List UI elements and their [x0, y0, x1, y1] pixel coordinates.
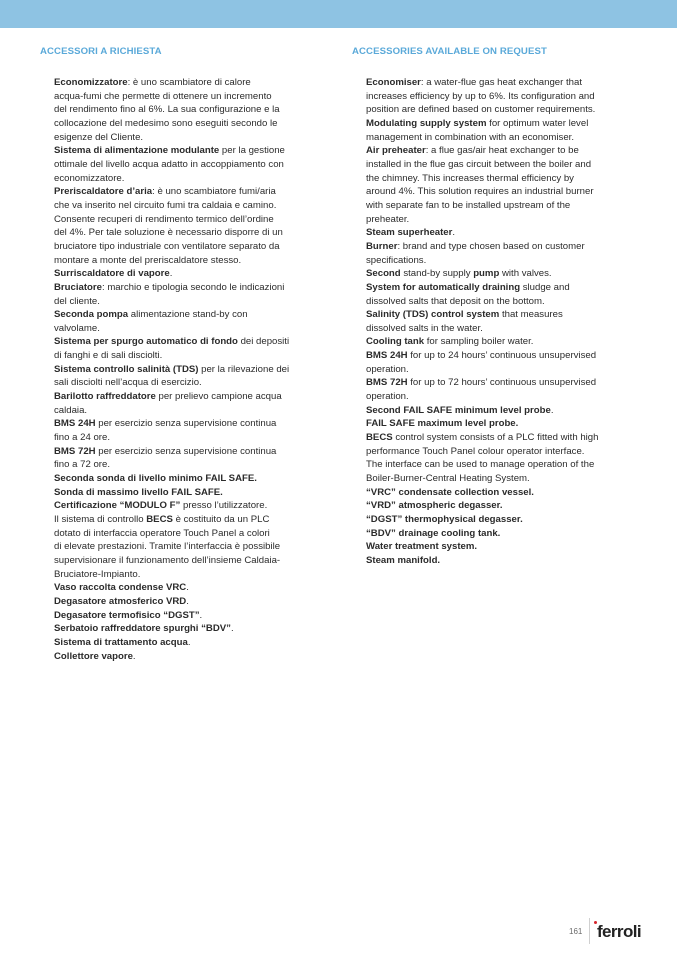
item-text: fino a 24 ore. — [54, 432, 111, 444]
item-text: control system consists of a PLC fitted with high — [392, 432, 599, 444]
item-text: : è uno scambiatore fumi/aria — [152, 186, 276, 198]
item-text: economizzatore. — [54, 172, 125, 184]
list-item — [40, 267, 326, 281]
list-item — [352, 554, 640, 568]
item-keyword: BMS 72H — [366, 377, 408, 389]
list-item — [40, 308, 326, 335]
list-item — [40, 185, 326, 267]
item-keyword: Vaso raccolta condense VRC — [54, 582, 187, 594]
list-item — [352, 226, 640, 240]
item-text: . — [186, 595, 189, 607]
item-keyword: “VRC” condensate collection vessel. — [366, 486, 534, 498]
item-text: specifications. — [366, 254, 427, 266]
item-text: dissolved salts that deposit on the bottom. — [366, 295, 545, 307]
list-item — [40, 417, 326, 444]
list-item — [40, 581, 326, 595]
list-item — [40, 76, 326, 144]
list-item — [352, 267, 640, 281]
list-item — [352, 540, 640, 554]
list-item — [352, 417, 640, 431]
item-text: per esercizio senza supervisione continua — [95, 445, 277, 457]
item-text: operation. — [366, 363, 409, 375]
item-keyword: BMS 24H — [54, 418, 96, 430]
item-text: collocazione del medesimo sono eseguiti secondo le — [54, 117, 278, 129]
item-text: . — [452, 227, 456, 239]
item-text: fino a 72 ore. — [54, 459, 111, 471]
item-text: installed in the flue gas circuit between the boiler and — [366, 158, 592, 170]
item-text: montare a monte del preriscaldatore stesso. — [54, 254, 242, 266]
item-text: del rendimento fino al 6%. La sua configurazione e la — [54, 104, 280, 116]
italian-accessories-list — [40, 76, 326, 663]
list-item — [40, 650, 326, 664]
english-column — [352, 46, 640, 568]
item-text: the chimney. This increases thermal efficiency by — [366, 172, 574, 184]
item-text: per la rilevazione dei — [198, 363, 290, 375]
item-keyword: Modulating supply system — [366, 117, 487, 129]
item-keyword: Sistema di alimentazione modulante — [54, 145, 220, 157]
item-text: Il sistema di controllo — [54, 514, 147, 525]
list-item — [352, 376, 640, 403]
item-text: per prelievo campione acqua — [155, 391, 282, 403]
item-keyword: Sistema di trattamento acqua — [54, 636, 188, 648]
item-text: with valves. — [499, 268, 552, 280]
item-text: del 4%. Per tale soluzione è necessario disporre di un — [54, 227, 283, 239]
list-item — [352, 404, 640, 418]
item-text: position are defined based on customer requirements. — [366, 104, 596, 116]
item-text: : a flue gas/air heat exchanger to be — [425, 145, 579, 157]
list-item — [352, 513, 640, 527]
page-number: 161 — [569, 927, 583, 936]
item-text: Bruciatore-Impianto. — [54, 568, 141, 580]
item-keyword: “VRD” atmospheric degasser. — [366, 500, 503, 512]
item-text: around 4%. This solution requires an industrial burner — [366, 186, 594, 198]
item-keyword: Seconda sonda di livello minimo FAIL SAFE. — [54, 473, 257, 485]
list-item — [40, 595, 326, 609]
item-keyword: Water treatment system. — [366, 541, 478, 553]
item-text: The interface can be used to manage operation of the — [366, 459, 595, 471]
item-text: for sampling boiler water. — [424, 336, 534, 348]
english-accessories-list — [352, 76, 640, 568]
item-keyword: Serbatoio raffreddatore spurghi “BDV” — [54, 623, 231, 635]
item-text: del cliente. — [54, 295, 100, 307]
item-text: caldaia. — [54, 404, 88, 416]
item-text: ottimale del livello acqua adatto in accoppiamento con — [54, 158, 284, 170]
brand-logo: ferroli — [597, 922, 641, 941]
list-item — [40, 486, 326, 500]
item-text: bruciatore tipo industriale con ventilatore separato da — [54, 240, 280, 252]
english-section-title: ACCESSORIES AVAILABLE ON REQUEST — [352, 46, 547, 57]
item-text: esigenze del Cliente. — [54, 131, 144, 143]
item-keyword: BECS — [366, 432, 393, 444]
list-item — [352, 349, 640, 376]
item-text: per la gestione — [219, 145, 285, 157]
list-item — [352, 527, 640, 541]
item-keyword: Air preheater — [366, 145, 426, 157]
item-text: sali disciolti nell’acqua di esercizio. — [54, 377, 202, 389]
item-keyword: Sonda di massimo livello FAIL SAFE. — [54, 486, 223, 498]
list-item — [352, 308, 640, 335]
item-keyword: Bruciatore — [54, 281, 102, 293]
list-item — [352, 486, 640, 500]
item-keyword: Economizzatore — [54, 77, 128, 88]
item-keyword: System for automatically draining — [366, 281, 521, 293]
italian-column — [40, 46, 326, 663]
item-text: . — [187, 636, 191, 648]
item-text: : marchio e tipologia secondo le indicazioni — [101, 281, 285, 293]
item-keyword: Burner — [366, 240, 398, 252]
item-keyword: Surriscaldatore di vapore — [54, 268, 170, 280]
item-text: Boiler-Burner-Central Heating System. — [366, 473, 530, 485]
list-item — [40, 636, 326, 650]
item-text: Consente recuperi di rendimento termico dell’ordine — [54, 213, 274, 225]
item-text: for up to 72 hours’ continuous unsupervised — [407, 377, 597, 389]
list-item — [40, 472, 326, 486]
item-text: : brand and type chosen based on customer — [397, 240, 585, 252]
item-text: : è uno scambiatore di calore — [127, 77, 251, 88]
item-keyword: Collettore vapore — [54, 650, 133, 662]
item-keyword: Steam superheater — [366, 227, 453, 239]
item-keyword: “DGST” thermophysical degasser. — [366, 514, 523, 525]
list-item — [352, 117, 640, 144]
list-item — [352, 281, 640, 308]
item-keyword: Second — [366, 268, 401, 280]
item-text: . — [169, 268, 173, 280]
list-item — [352, 499, 640, 513]
item-text: dei depositi — [237, 336, 290, 348]
item-text: dissolved salts in the water. — [366, 322, 483, 334]
item-keyword: BMS 24H — [366, 350, 408, 362]
item-keyword: “BDV” drainage cooling tank. — [366, 527, 501, 539]
item-keyword: Preriscaldatore d’aria — [54, 186, 153, 198]
item-text: . — [132, 650, 136, 662]
list-item — [40, 363, 326, 390]
item-text: operation. — [366, 391, 409, 403]
item-keyword: Degasatore atmosferico VRD — [54, 595, 187, 607]
item-text: . — [230, 623, 234, 635]
item-text: che va inserito nel circuito fumi tra caldaia e camino. — [54, 199, 277, 211]
item-text: for optimum water level — [486, 117, 589, 129]
item-text: that measures — [499, 309, 563, 321]
item-keyword: Degasatore termofisico “DGST” — [54, 609, 200, 621]
item-text: . — [186, 582, 189, 594]
item-keyword: Sistema per spurgo automatico di fondo — [54, 336, 238, 348]
item-keyword: BECS — [146, 514, 173, 525]
list-item — [352, 431, 640, 486]
item-keyword: Cooling tank — [366, 336, 425, 348]
item-keyword: pump — [473, 268, 500, 280]
item-keyword: Second FAIL SAFE minimum level probe — [366, 404, 551, 416]
item-keyword: Steam manifold. — [366, 554, 441, 566]
item-text: increases efficiency by up to 6%. Its configuration and — [366, 90, 595, 102]
item-text: acqua-fumi che permette di ottenere un incremento — [54, 90, 272, 102]
item-keyword: Certificazione “MODULO F” — [54, 500, 181, 512]
item-text: di fanghi e di sali disciolti. — [54, 350, 163, 362]
list-item — [352, 144, 640, 226]
item-text: stand-by supply — [400, 268, 474, 280]
item-text: . — [199, 609, 203, 621]
item-keyword: Seconda pompa — [54, 309, 129, 321]
item-text: management in combination with an economiser. — [366, 131, 574, 143]
item-keyword: Sistema controllo salinità (TDS) — [54, 363, 199, 375]
list-item — [40, 281, 326, 308]
item-text: presso l’utilizzatore. — [180, 500, 268, 512]
list-item — [352, 240, 640, 267]
list-item — [352, 76, 640, 117]
list-item — [40, 609, 326, 623]
item-text: . — [550, 404, 554, 416]
item-text: supervisionare il funzionamento dell’insieme Caldaia- — [54, 554, 281, 566]
item-keyword: BMS 72H — [54, 445, 96, 457]
item-text: valvolame. — [54, 322, 100, 334]
item-text: di elevate prestazioni. Tramite l’interfaccia è possibile — [54, 541, 281, 553]
item-keyword: Barilotto raffreddatore — [54, 391, 156, 403]
item-text: for up to 24 hours’ continuous unsupervised — [407, 350, 597, 362]
item-text: per esercizio senza supervisione continua — [95, 418, 277, 430]
item-text: with separate fan to be installed upstream of the — [366, 199, 571, 211]
footer-divider — [589, 918, 590, 944]
italian-section-title: ACCESSORI A RICHIESTA — [40, 46, 162, 57]
list-item — [40, 335, 326, 362]
list-item — [40, 499, 326, 513]
item-text: alimentazione stand-by con — [128, 309, 248, 321]
list-item — [40, 445, 326, 472]
list-item — [352, 335, 640, 349]
list-item — [40, 513, 326, 581]
item-keyword: Economiser — [366, 77, 421, 88]
list-item — [40, 144, 326, 185]
item-keyword: FAIL SAFE maximum level probe. — [366, 418, 519, 430]
item-text: sludge and — [520, 281, 570, 293]
item-text: : a water-flue gas heat exchanger that — [420, 77, 582, 88]
list-item — [40, 622, 326, 636]
item-text: dotato di interfaccia operatore Touch Panel a colori — [54, 527, 270, 539]
item-keyword: Salinity (TDS) control system — [366, 309, 500, 321]
item-text: performance Touch Panel colour operator interface. — [366, 445, 585, 457]
item-text: è costituito da un PLC — [172, 514, 270, 525]
list-item — [40, 390, 326, 417]
top-color-band — [0, 0, 677, 28]
item-text: preheater. — [366, 213, 410, 225]
